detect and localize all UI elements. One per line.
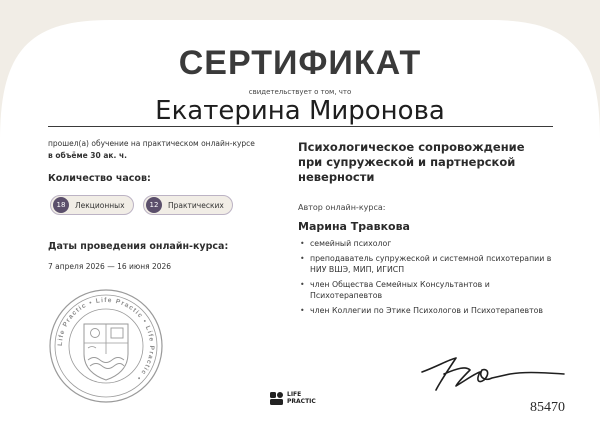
seal-stamp [48,288,164,404]
brand-mark-icon [270,392,283,405]
dates-value: 7 апреля 2026 — 16 июня 2026 [48,262,172,271]
lecture-hours-label: Лекционных [75,200,125,210]
author-name: Марина Травкова [298,220,410,233]
practice-hours-badge [143,195,233,215]
practice-hours-label: Практических [168,200,224,210]
serial-number: 85470 [530,400,565,415]
svg-text:Life Practic • Life Practic •: Life Practic • Life Practic • Life Practic • [56,296,156,382]
brand-line-1: LIFE [287,391,302,398]
brand-logo [270,392,316,405]
credential-item: • член Коллегии по Этике Психологов и Психотерапевтов [298,305,553,316]
course-title: Психологическое сопровождение при супружеской и партнерской неверности [298,140,525,184]
recipient-name: Екатерина Миронова [155,96,445,126]
dates-heading: Даты проведения онлайн-курса: [48,241,229,252]
credential-item: • семейный психолог [298,238,553,249]
practice-hours-count: 12 [146,197,162,213]
name-underline [48,126,553,127]
credential-item: • преподаватель супружеской и системной психотерапии в НИУ ВШЭ, МИП, ИГИСП [298,253,553,275]
credential-item: • член Общества Семейных Консультантов и Психотерапевтов [298,279,553,301]
volume-text: в объёме 30 ак. ч. [48,151,127,160]
brand-line-2: PRACTIC [287,397,316,405]
author-credentials [298,238,553,320]
lecture-hours-count: 18 [53,197,69,213]
witness-text: свидетельствует о том, что [248,88,352,96]
lecture-hours-badge [50,195,134,215]
certificate-title: СЕРТИФИКАТ [178,44,422,82]
training-text: прошел(а) обучение на практическом онлайн-курсе [48,139,255,148]
author-label: Автор онлайн-курса: [298,203,386,212]
signature [418,352,568,394]
hours-heading: Количество часов: [48,173,151,184]
